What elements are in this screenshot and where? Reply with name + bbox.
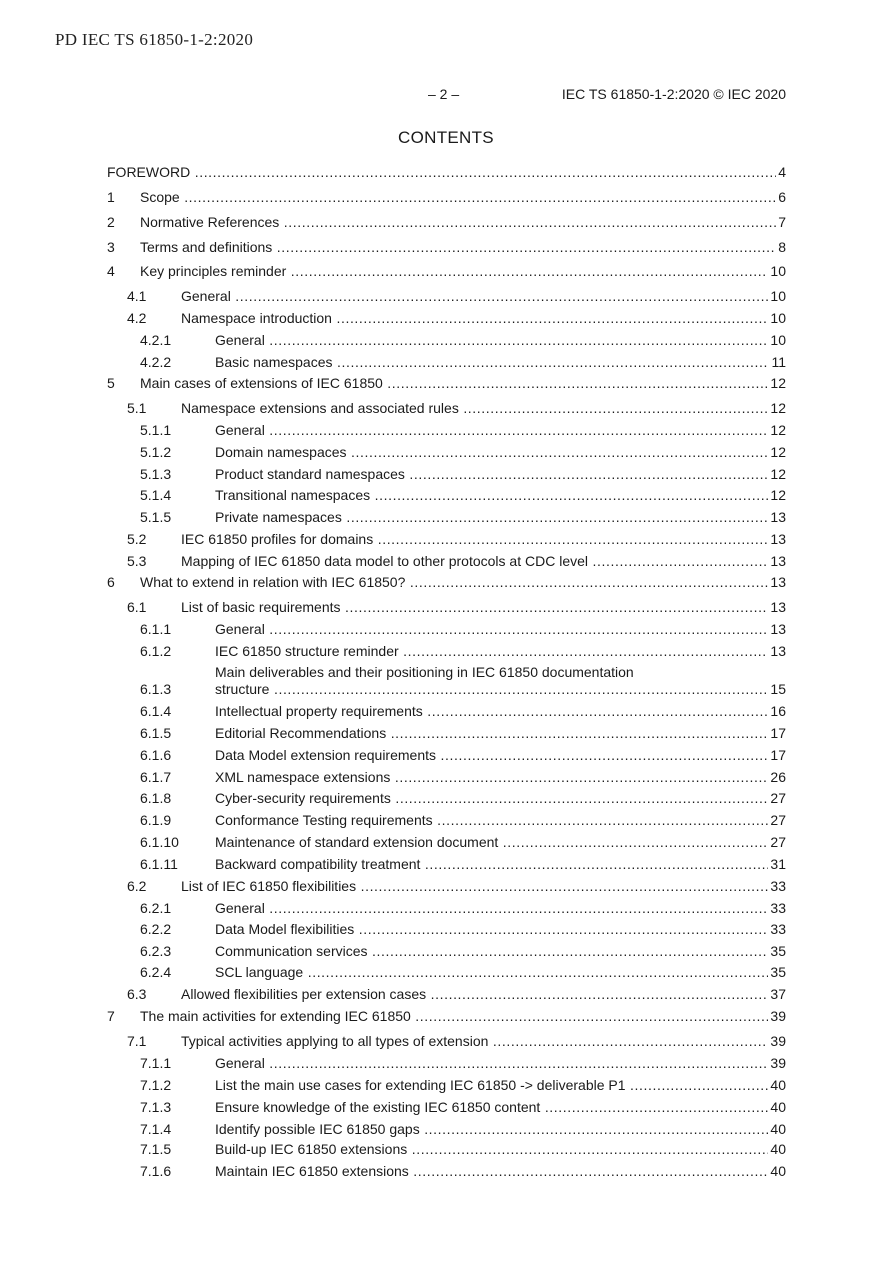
toc-number: 6.2.4 [140,964,172,980]
toc-title: Basic namespaces [215,354,333,370]
toc-entry[interactable] [0,1140,892,1158]
toc-entry[interactable] [0,238,892,256]
toc-title: IEC 61850 structure reminder [215,643,399,659]
toc-entry[interactable] [0,530,892,548]
toc-number: 5.2 [127,531,147,547]
toc-page-number: 39 [770,1055,786,1071]
toc-leader [107,163,777,181]
toc-number: 6.2.3 [140,943,172,959]
toc-title: Ensure knowledge of the existing IEC 61850 content [215,1099,541,1115]
toc-leader [215,1162,769,1180]
toc-page-number: 35 [770,964,786,980]
toc-number: 5.1.5 [140,509,172,525]
toc-number: 6.1.4 [140,703,172,719]
toc-leader [181,287,769,305]
toc-page-number: 12 [770,466,786,482]
toc-page-number: 27 [770,834,786,850]
toc-entry[interactable] [0,620,892,638]
toc-page-number: 10 [770,310,786,326]
toc-number: 4.1 [127,288,147,304]
toc-leader [215,1098,769,1116]
toc-page-number: 33 [770,900,786,916]
toc-page-number: 31 [770,856,786,872]
toc-title: General [215,900,265,916]
toc-number: 6 [107,574,115,590]
toc-page-number: 35 [770,943,786,959]
toc-entry[interactable] [0,855,892,873]
toc-page-number: 6 [778,189,786,205]
toc-page-number: 15 [770,681,786,697]
toc-page-number: 13 [770,553,786,569]
toc-page-number: 12 [770,375,786,391]
toc-entry[interactable] [0,811,892,829]
toc-entry[interactable] [0,702,892,720]
toc-number: 7.1 [127,1033,147,1049]
toc-number: 2 [107,214,115,230]
toc-title: Data Model flexibilities [215,921,355,937]
toc-page-number: 13 [770,621,786,637]
toc-page-number: 10 [770,263,786,279]
toc-leader [215,724,769,742]
toc-entry[interactable] [0,1098,892,1116]
toc-title: Product standard namespaces [215,466,405,482]
toc-title: Normative References [140,214,280,230]
toc-number: 6.1.10 [140,834,179,850]
toc-number: 6.1.7 [140,769,172,785]
toc-title: General [215,332,265,348]
toc-page-number: 10 [770,288,786,304]
toc-leader [215,963,769,981]
toc-number: 7.1.3 [140,1099,172,1115]
toc-entry[interactable] [0,899,892,917]
toc-number: 7 [107,1008,115,1024]
toc-title: Conformance Testing requirements [215,812,433,828]
toc-title: Maintenance of standard extension document [215,834,499,850]
toc-page-number: 12 [770,444,786,460]
toc-leader [215,702,769,720]
toc-number: 6.3 [127,986,147,1002]
toc-leader [181,309,769,327]
toc-title: Data Model extension requirements [215,747,437,763]
toc-page-number: 13 [770,643,786,659]
toc-leader [215,465,769,483]
toc-entry[interactable] [0,508,892,526]
toc-number: 5.1 [127,400,147,416]
toc-leader [215,486,769,504]
toc-leader [181,877,769,895]
toc-leader [215,620,769,638]
toc-page-number: 40 [770,1099,786,1115]
toc-leader [215,508,769,526]
toc-entry[interactable] [0,942,892,960]
toc-title: Domain namespaces [215,444,347,460]
toc-entry[interactable] [0,1162,892,1180]
toc-leader [215,1054,769,1072]
toc-title: List of basic requirements [181,599,341,615]
toc-entry[interactable] [0,399,892,417]
toc-leader [215,1076,769,1094]
toc-leader [215,1120,769,1138]
toc-number: 6.1.11 [140,856,178,872]
toc-page-number: 26 [770,769,786,785]
toc-number: 3 [107,239,115,255]
toc-entry[interactable] [0,421,892,439]
standard-id: IEC TS 61850-1-2:2020 © IEC 2020 [561,86,786,102]
toc-title: Backward compatibility treatment [215,856,421,872]
toc-leader [140,213,777,231]
toc-leader [215,920,769,938]
toc-page-number: 13 [770,509,786,525]
toc-title: Private namespaces [215,509,342,525]
toc-page-number: 13 [770,599,786,615]
toc-entry[interactable] [0,486,892,504]
toc-number: 7.1.1 [140,1055,172,1071]
document-id: PD IEC TS 61850-1-2:2020 [55,30,254,49]
toc-entry[interactable] [0,642,892,660]
toc-number: 7.1.4 [140,1121,172,1137]
toc-title: Typical activities applying to all types of extension [181,1033,489,1049]
toc-page-number: 10 [770,332,786,348]
toc-leader [181,530,769,548]
toc-page-number: 27 [770,812,786,828]
toc-entry[interactable] [0,287,892,305]
toc-page-number: 40 [770,1077,786,1093]
toc-title: General [215,621,265,637]
toc-leader [215,746,769,764]
toc-entry[interactable] [0,985,892,1003]
toc-leader [215,811,769,829]
toc-entry[interactable] [0,877,892,895]
toc-leader [215,353,770,371]
toc-entry[interactable] [0,331,892,349]
toc-page-number: 40 [770,1163,786,1179]
toc-leader [140,1007,769,1025]
toc-leader [215,642,769,660]
toc-number: 7.1.2 [140,1077,172,1093]
toc-entry[interactable] [0,188,892,206]
toc-number: 5.1.2 [140,444,172,460]
toc-title: SCL language [215,964,304,980]
toc-entry[interactable] [0,1054,892,1072]
toc-number: 5 [107,375,115,391]
toc-leader [215,1140,769,1158]
toc-entry[interactable] [0,163,892,181]
toc-number: 7.1.5 [140,1141,172,1157]
toc-number: 6.1.1 [140,621,172,637]
toc-page-number: 8 [778,239,786,255]
toc-entry[interactable] [0,598,892,616]
toc-number: 4.2.1 [140,332,172,348]
toc-leader [140,188,777,206]
toc-title: FOREWORD [107,164,191,180]
toc-page-number: 11 [771,354,786,370]
toc-leader [140,238,777,256]
toc-entry[interactable] [0,1032,892,1050]
toc-page-number: 7 [778,214,786,230]
toc-title: Transitional namespaces [215,487,371,503]
toc-title: Communication services [215,943,368,959]
toc-entry[interactable] [0,1120,892,1138]
toc-title: List of IEC 61850 flexibilities [181,878,357,894]
toc-entry[interactable] [0,833,892,851]
toc-number: 4 [107,263,115,279]
toc-number: 6.1.8 [140,790,172,806]
toc-number: 1 [107,189,115,205]
toc-number: 6.1.3 [140,681,172,697]
toc-leader [215,331,769,349]
toc-title: Terms and definitions [140,239,273,255]
toc-title: Build-up IEC 61850 extensions [215,1141,408,1157]
toc-entry[interactable] [0,309,892,327]
toc-page-number: 17 [770,747,786,763]
toc-number: 5.1.3 [140,466,172,482]
toc-page-number: 33 [770,921,786,937]
toc-number: 4.2 [127,310,147,326]
toc-page-number: 4 [778,164,786,180]
toc-number: 6.1.5 [140,725,172,741]
toc-number: 6.1.6 [140,747,172,763]
toc-page-number: 33 [770,878,786,894]
toc-leader [215,789,769,807]
toc-title: structure [215,681,270,697]
toc-leader [215,833,769,851]
toc-entry[interactable] [0,213,892,231]
toc-page-number: 27 [770,790,786,806]
toc-number: 5.1.4 [140,487,172,503]
toc-title: General [215,422,265,438]
toc-title: Main cases of extensions of IEC 61850 [140,375,383,391]
toc-number: 6.2 [127,878,147,894]
toc-title: Namespace introduction [181,310,332,326]
toc-title: Mapping of IEC 61850 data model to other protocols at CDC level [181,553,589,569]
toc-page-number: 39 [770,1033,786,1049]
toc-title: Key principles reminder [140,263,287,279]
toc-leader [181,985,769,1003]
toc-page-number: 12 [770,422,786,438]
toc-leader [215,680,769,698]
toc-entry[interactable] [0,443,892,461]
toc-title: Intellectual property requirements [215,703,423,719]
toc-title: General [215,1055,265,1071]
toc-title: Editorial Recommendations [215,725,387,741]
toc-page-number: 37 [770,986,786,1002]
contents-title: CONTENTS [398,128,494,147]
toc-page-number: 40 [770,1141,786,1157]
page-number: – 2 – [428,86,460,102]
toc-title: List the main use cases for extending IEC 61850 -> deliverable P1 [215,1077,626,1093]
toc-title: Namespace extensions and associated rules [181,400,459,416]
toc-number: 4.2.2 [140,354,172,370]
toc-entry[interactable] [0,963,892,981]
toc-number: 5.1.1 [140,422,172,438]
toc-leader [215,768,769,786]
toc-entry[interactable] [0,746,892,764]
toc-leader [215,855,769,873]
toc-entry[interactable] [0,465,892,483]
toc-title: General [181,288,231,304]
toc-page-number: 17 [770,725,786,741]
toc-leader [215,899,769,917]
toc-entry[interactable] [0,353,892,371]
toc-title: Scope [140,189,180,205]
toc-leader [140,374,769,392]
toc-number: 7.1.6 [140,1163,172,1179]
toc-number: 6.2.1 [140,900,172,916]
toc-leader [181,598,769,616]
toc-leader [140,573,769,591]
toc-page-number: 12 [770,400,786,416]
toc-page-number: 40 [770,1121,786,1137]
toc-page-number: 12 [770,487,786,503]
toc-page-number: 13 [770,531,786,547]
toc-title: IEC 61850 profiles for domains [181,531,374,547]
toc-title: Allowed flexibilities per extension cases [181,986,427,1002]
toc-entry[interactable] [0,768,892,786]
toc-entry[interactable] [0,573,892,591]
toc-page-number: 39 [770,1008,786,1024]
toc-leader [181,552,769,570]
toc-entry[interactable] [0,724,892,742]
toc-leader [215,443,769,461]
toc-title: The main activities for extending IEC 61850 [140,1008,411,1024]
toc-leader [181,399,769,417]
toc-entry[interactable] [0,920,892,938]
toc-number: 6.1 [127,599,147,615]
toc-leader [215,421,769,439]
toc-title: Identify possible IEC 61850 gaps [215,1121,420,1137]
toc-entry[interactable] [0,1076,892,1094]
toc-title: Maintain IEC 61850 extensions [215,1163,409,1179]
toc-page-number: 13 [770,574,786,590]
toc-entry[interactable] [0,262,892,280]
toc-entry[interactable] [0,664,892,698]
toc-title: Cyber-security requirements [215,790,391,806]
toc-leader [140,262,769,280]
toc-title: XML namespace extensions [215,769,391,785]
toc-entry[interactable] [0,552,892,570]
toc-leader [215,942,769,960]
toc-title-line1: Main deliverables and their positioning in IEC 61850 documentation [215,664,634,680]
toc-title: What to extend in relation with IEC 61850? [140,574,406,590]
toc-number: 6.1.2 [140,643,172,659]
toc-entry[interactable] [0,789,892,807]
toc-page-number: 16 [770,703,786,719]
toc-number: 6.2.2 [140,921,172,937]
toc-entry[interactable] [0,374,892,392]
toc-number: 6.1.9 [140,812,172,828]
toc-entry[interactable] [0,1007,892,1025]
toc-leader [181,1032,769,1050]
toc-number: 5.3 [127,553,147,569]
